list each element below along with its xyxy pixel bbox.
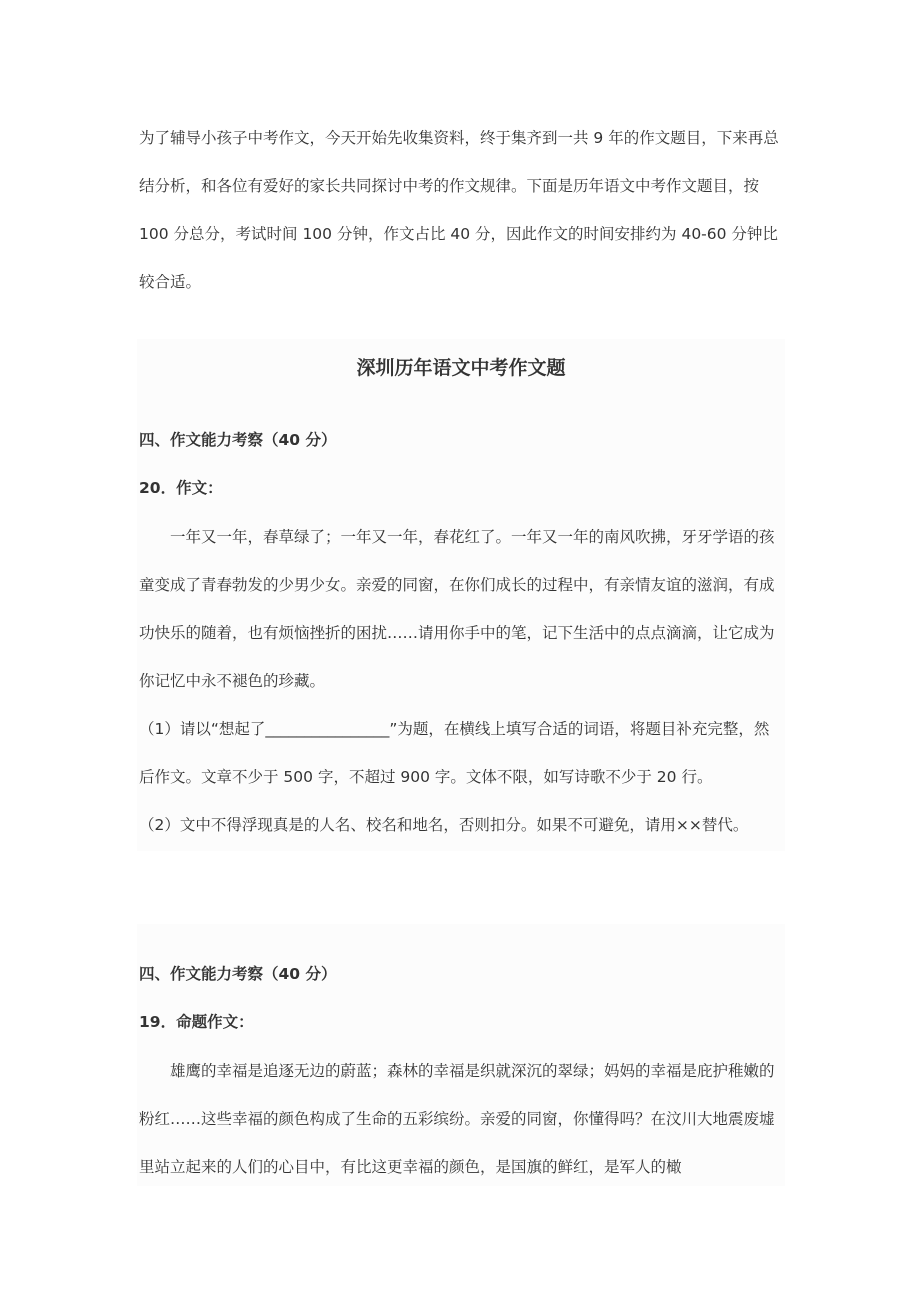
question-heading: 20．作文： <box>139 479 223 497</box>
part-heading: 四、作文能力考察（40 分） <box>139 965 337 983</box>
shenzhen-essay-section <box>137 339 785 851</box>
part-heading: 四、作文能力考察（40 分） <box>139 431 337 449</box>
requirement-1: （1）请以“想起了________________”为题，在横线上填写合适的词语，将题目补充完整，然后作文。文章不少于 500 字，不超过 900 字。文体不限，如写诗歌不少于 20 行。 <box>139 720 770 786</box>
intro-paragraph <box>139 114 789 306</box>
essay-prompt: 雄鹰的幸福是追逐无边的蔚蓝；森林的幸福是织就深沉的翠绿；妈妈的幸福是庇护稚嫩的粉红……这些幸福的颜色构成了生命的五彩缤纷。亲爱的同窗，你懂得吗？在汶川大地震废墟里站立起来的人们的心目中，有比这更幸福的颜色，是国旗的鲜红，是军人的橄 <box>139 1062 775 1176</box>
intro-text: 为了辅导小孩子中考作文，今天开始先收集资料，终于集齐到一共 9 年的作文题目，下来再总结分析，和各位有爱好的家长共同探讨中考的作文规律。下面是历年语文中考作文题目，按 100 分总分，考试时间 100 分钟，作文占比 40 分，因此作文的时间安排约为 40-60 分钟比较合适。 <box>139 129 779 291</box>
essay-prompt: 一年又一年，春草绿了；一年又一年，春花红了。一年又一年的南风吹拂，牙牙学语的孩童变成了青春勃发的少男少女。亲爱的同窗，在你们成长的过程中，有亲情友谊的滋润，有成功快乐的随着，也有烦恼挫折的困扰……请用你手中的笔，记下生活中的点点滴滴，让它成为你记忆中永不褪色的珍藏。 <box>139 528 775 690</box>
question-heading: 19．命题作文： <box>139 1013 254 1031</box>
essay-section-2 <box>137 924 785 1186</box>
requirement-2: （2）文中不得浮现真是的人名、校名和地名，否则扣分。如果不可避免，请用××替代。 <box>139 816 749 834</box>
section-title: 深圳历年语文中考作文题 <box>356 357 566 379</box>
